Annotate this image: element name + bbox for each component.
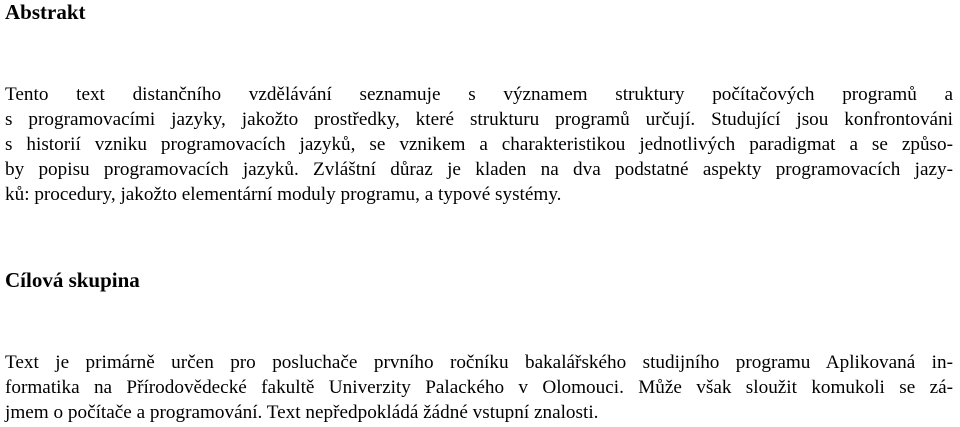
abstract-line: by popisu programovacích jazyků. Zvláštní důraz je kladen na dva podstatné aspekty programovacích jazy- (5, 159, 953, 180)
abstract-heading: Abstrakt (5, 0, 86, 24)
target-group-paragraph (5, 350, 953, 425)
target-group-heading: Cílová skupina (5, 268, 140, 292)
abstract-line: s historií vzniku programovacích jazyků, se vznikem a charakteristikou jednotlivých paradigmat a se způso- (5, 134, 953, 155)
target-group-line: formatika na Přírodovědecké fakultě Univerzity Palackého v Olomouci. Může však sloužit komukoli se zá- (5, 377, 953, 398)
abstract-line: Tento text distančního vzdělávání seznamuje s významem struktury počítačových programů a (5, 84, 953, 105)
target-group-line: jmem o počítače a programování. Text nepředpokládá žádné vstupní znalosti. (5, 402, 599, 423)
abstract-line: ků: procedury, jakožto elementární moduly programu, a typové systémy. (5, 184, 562, 205)
abstract-paragraph (5, 82, 953, 207)
target-group-line: Text je primárně určen pro posluchače prvního ročníku bakalářského studijního programu Aplikovaná in- (5, 352, 953, 373)
abstract-line: s programovacími jazyky, jakožto prostředky, které strukturu programů určují. Studující jsou konfrontováni (5, 109, 953, 130)
